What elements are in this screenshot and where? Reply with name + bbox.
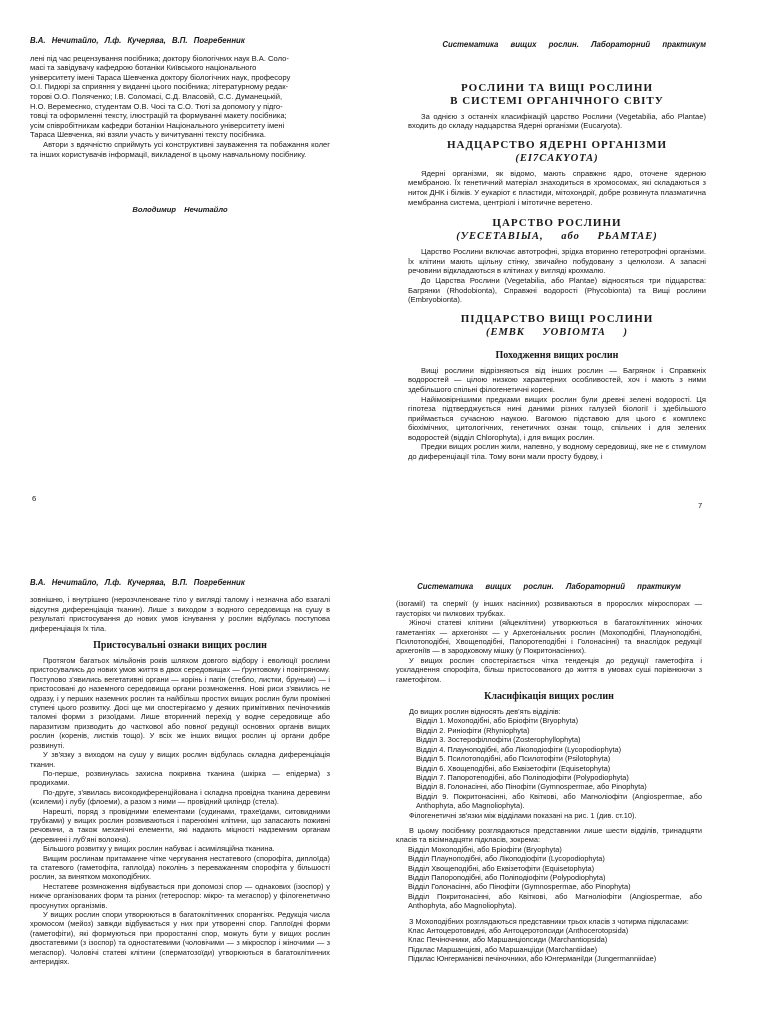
paragraph: Вищим рослинам притаманне чітке чергування нестатевого (спорофіта, диплоїда) та статевого (гаметофіта, гаплоїда) поколінь з переважанням спорофіта у більшості рослин, за винятком мохоподібних. (30, 853, 330, 882)
text-line: О.І. Пидюрі за сприяння у виданні цього посібника; літературному редак- (30, 82, 289, 92)
text-line: лені під час рецензування посібника; доктору біологічних наук В.А. Соло- (30, 53, 289, 63)
section-title: Класифікація вищих рослин (484, 691, 614, 703)
page-6 (30, 36, 330, 215)
paragraph: Ядерні організми, як відомо, мають справжнє ядро, оточене ядерною мембраною. Їх генетичний матеріал знаходиться в хромосомах, які складаються з ниток ДНК і білків. У еукаріот є пластиди, мітохондрії, добре розвинута плазматична мембранна система, центріолі і мітотичне веретено. (408, 168, 706, 207)
running-header: В.А. Нечитайло, Л.ф. Кучерява, В.П. Погребенник (30, 36, 245, 45)
section-title: ЦАРСТВО РОСЛИНИ (492, 217, 622, 230)
list-item: Відділ 7. Папоротеподібні, або Поліподіофіти (Polypodiophyta) (416, 772, 629, 782)
list-item: Клас Антоцеротовидні, або Антоцеротопсиди (Anthocerotopsida) (408, 926, 629, 935)
paragraph: Філогенетичні зв'язки між відділами показані на рис. 1 (див. ст.10). (409, 810, 637, 820)
text-line: масі та завідувачу кафедрою ботаніки Київського національного (30, 63, 257, 73)
paragraph: Найімовірнішими предками вищих рослин були древні зелені водорості. Ця гіпотеза підтверджується нині даними різних галузей біології і здебільшого приймається сучасною наукою. Вагомою підставою для цього є комплекс біохімічних, цитологічних, генетичних ознак тощо, спільних і для зелених водоростей (відділ Chlorophyta), і для вищих рослин. (408, 394, 706, 442)
text-line: Н.О. Веремеєнко, студентам О.В. Чосі та С.О. Тюті за допомогу у підго- (30, 101, 283, 111)
list-item: Відділ Покритонасінні, або Квіткові, або Магноліофіти (Angiospermae, або Anthophyta, або Magnoliophyta). (408, 891, 702, 911)
list-item: Відділ 8. Голонасінні, або Пінофіти (Gymnospermae, або Pinophyta) (416, 782, 647, 792)
subsection-title: Походження вищих рослин (495, 349, 619, 361)
list-item: Відділ 9. Покритонасінні, або Квіткові, або Магноліофіти (Angiospermae, або Anthophyta, або Magnoliophyta). (416, 791, 702, 811)
page-number: 6 (32, 494, 37, 503)
text-line: усім співробітникам кафедри ботаніки Національного університету імені (30, 120, 285, 130)
paragraph: Нестатеве розмноження відбувається при допомозі спор — однакових (ізоспор) у нижче організованих форм та різних (гетероспор: мікро- та мегаспор) у філогенетично просунутих організмів. (30, 881, 330, 910)
paragraph: По-друге, з'явилась високодиференційована і складна провідна тканина деревини (ксилеми) і лубу (флоеми), а разом з ними — провідний циліндр (стела). (30, 787, 330, 807)
paragraph: До вищих рослин відносять дев'ять відділів: (409, 707, 561, 717)
list-item: Відділ Плауноподібні, або Лікоподіофіти (Lycopodiophyta) (408, 854, 605, 864)
paragraph: Жіночі статеві клітини (яйцеклітини) утворюються в багатоклітинних жіночих гаметангіях — архегоніях — у Архегоніальних рослин (Мохоподібні, Плауноподібні, Псилотоподібні, Хвощеподібні, Папоротеподібні і Голонасінні) та внаслідок редукції архегоніїв — в зародковому мішку (у Покритонасінних). (396, 618, 702, 656)
running-header: Систематика вищих рослин. Лабораторний практикум (417, 582, 681, 591)
paragraph: Нарешті, поряд з провідними елементами (судинами, трахеїдами, ситовидними трубками) у вищих рослин розвиваються і паренхімні клітини, що запасають поживні речовини, а також механічні елементи, які надають міцності надземним органам (деревинні і луб'яні волокна). (30, 806, 330, 844)
list-item: Відділ Хвощеподібні, або Еквізетофіти (Equisetophyta) (408, 863, 595, 873)
paragraph: Вищі рослини відрізняються від інших рослин — Багрянок і Справжніх водоростей — цілою низкою характерних особливостей, хоч і мають з ними здебільшого спільні філогенетичні корені. (408, 365, 706, 394)
text-line: товці та оформленні тексту, ілюстрацій та формуванні макету посібника; (30, 111, 287, 121)
chapter-title: РОСЛИНИ ТА ВИЩІ РОСЛИНИ (461, 81, 653, 94)
list-item: Клас Печіночники, або Маршанціопсиди (Marchantiopsida) (408, 935, 608, 945)
page-6-body (30, 54, 330, 160)
list-item: Відділ Мохоподібні, або Бріофіти (Bryophyta) (408, 844, 562, 854)
list-item: Відділ Голонасінні, або Пінофіти (Gymnospermae, або Pinophyta) (408, 882, 631, 892)
page-7 (408, 40, 706, 462)
text-line: університету імені Тараса Шевченка доктору біологічних наук, професору (30, 72, 291, 82)
list-item: Підклас Маршанцієві, або Маршанцііди (Marchantiidae) (408, 944, 598, 954)
running-header: В.А. Нечитайло, Л.ф. Кучерява, В.П. Погребенник (30, 578, 245, 587)
running-header: Систематика вищих рослин. Лабораторний практикум (442, 40, 706, 49)
list-item: Відділ 5. Псилотоподібні, або Псилотофіти (Psilotophyta) (416, 754, 611, 764)
section-title: ПІДЦАРСТВО ВИЩІ РОСЛИНИ (460, 312, 654, 325)
paragraph: У зв'язку з виходом на сушу у вищих рослин відбулась складна диференціація тканин. (30, 750, 330, 769)
moss-class-list (396, 926, 702, 964)
paragraph: Протягом багатьох мільйонів років шляхом довгого відбору і еволюції рослини пристосувались до нових умов життя в двох середовищах — ґрунтовому і повітряному. Поступово з'явились вегетативні органи — корінь і пагін (стебло, листки, бруньки) — і пристосовані до наземного середовища органи розмноження. Нові риси з'явились не одразу, і у перших наземних рослин та найбільш простих вищих рослин були проміжні ступені цього розвитку. Досі ще ми спостерігаємо у деяких примітивних печіночників таломні форми з ризоїдами. Лише вторинний перехід у водне середовище або паразитизм призводить до часткової або повної редукції основних органів вищих рослин (коренів, листків тощо). У всіх же інших вищих рослин ці органи добре розвинуті. (30, 656, 330, 750)
list-item: Відділ Папороподібні, або Поліподіофіти (Polypodiophyta) (408, 872, 606, 882)
paragraph: У вищих рослин спостерігається чітка тенденція до редукції гаметофіта і ускладнення спорофіта, більш пристосованого до життя в умовах суші порівнюючи з гаметофітом. (396, 655, 702, 684)
list-item: Відділ 6. Хвощеподібні, або Еквізетофіти (Equisetophyta) (416, 763, 611, 773)
paragraph: Царство Рослини включає автотрофні, зрідка вторинно гетеротрофні організми. Їх клітини мають щільну стінку, звичайно побудовану з целюлози. А запасні речовини відкладаються в клітинах у вигляді крохмалю. (408, 247, 706, 276)
section-subtitle: (ЕМВК УОВІОМТА ) (485, 326, 629, 338)
list-item: Відділ 3. Зостерофіллофіти (Zosterophyllophyta) (416, 735, 581, 745)
section-subtitle: (УЕСЕТАВІЫА, або РЬАМТАЕ) (456, 231, 658, 243)
paragraph: Більшого розвитку у вищих рослин набуває і асиміляційна тканина. (43, 844, 275, 854)
list-item: Відділ 4. Плауноподібні, або Лікоподіофіти (Lycopodiophyta) (416, 744, 622, 754)
section-title: Пристосувальні ознаки вищих рослин (93, 640, 267, 652)
paragraph: Предки вищих рослин жили, напевно, у водному середовищі, яке не є стимулом до диференціації тіла. Тому вони мали просту будову, і (408, 442, 706, 462)
paragraph: За однією з останніх класифікацій царство Рослини (Vegetabilia, або Plantae) входить до складу надцарства Ядерні організми (Eucaryota). (408, 111, 706, 131)
list-item: Підклас Юнгерманієві печіночники, або Юнгерманіїди (Jungermanniidae) (408, 954, 657, 964)
paragraph: З Мохоподібних розглядаються представники трьох класів з чотирма підкласами: (409, 916, 689, 926)
paragraph: (ізогамії) та спермії (у інших насінних) розвиваються в пророслих мікроспорах — гаусторіях чи пилкових трубках. (396, 599, 702, 618)
chapter-title: В СИСТЕМІ ОРГАНІЧНОГО СВІТУ (450, 94, 664, 107)
manual-division-list (396, 845, 702, 911)
section-title: НАДЦАРСТВО ЯДЕРНІ ОРГАНІЗМИ (446, 138, 668, 151)
paragraph: Автори з вдячністю сприймуть усі конструктивні зауваження та побажання колег та інших користувачів інформації, викладеної в цьому навчальному посібнику. (30, 139, 330, 159)
list-item: Відділ 2. Риніофіти (Rhyniophyta) (416, 725, 530, 735)
list-item: Відділ 1. Мохоподібні, або Бріофіти (Bryophyta) (416, 716, 579, 726)
section-subtitle: (EI7CAKYOTA) (515, 152, 599, 164)
page-9 (396, 582, 702, 964)
page-number: 7 (698, 501, 703, 510)
signature: Володимир Нечитайло (132, 205, 228, 215)
page-8 (30, 578, 330, 966)
paragraph: зовнішню, і внутрішню (нерозчленоване тіло у вигляді талому і незначна або взагалі відсутня диференціація тканин). Лише з виходом з водного середовища на сушу в результаті пристосування до нових умов існування у рослин відбулась поступова диференціація їх тіла. (30, 595, 330, 633)
paragraph: У вищих рослин спори утворюються в багатоклітинних спорангіях. Редукція числа хромосом (мейоз) завжди відбувається у них при утворенні спор. Гаплоїдні форми (гаметофіти), які формуються при проростанні спор, можуть бути у вищих рослин двостатевими (з ізоспор) та одностатевими (чоловічими — з мікроспор і жіночими — з мегаспор). Чоловічі статеві клітини (сперматозоїди) утворюються в багатоклітинних антеридіях. (30, 910, 330, 967)
division-list (396, 716, 702, 810)
paragraph: По-перше, розвинулась захисна покривна тканина (шкірка — епідерма) з продихами. (30, 768, 330, 788)
text-line: Тараса Шевченка, які взяли участь у вичитуванні тексту посібника. (30, 130, 266, 140)
paragraph: До Царства Рослини (Vegetabilia, або Plantae) відносяться три підцарства: Багрянки (Rhodobionta), Справжні водорості (Phycobionta) та Вищі рослини (Embryobionta). (408, 275, 706, 305)
paragraph: В цьому посібнику розглядаються представники лише шести відділів, тринадцяти класів та вісімнадцяти підкласів, зокрема: (396, 825, 702, 845)
text-line: торові О.О. Поляченко; І.В. Соломасі, С.Д. Власовій, С.С. Думанецькій, (30, 91, 283, 101)
